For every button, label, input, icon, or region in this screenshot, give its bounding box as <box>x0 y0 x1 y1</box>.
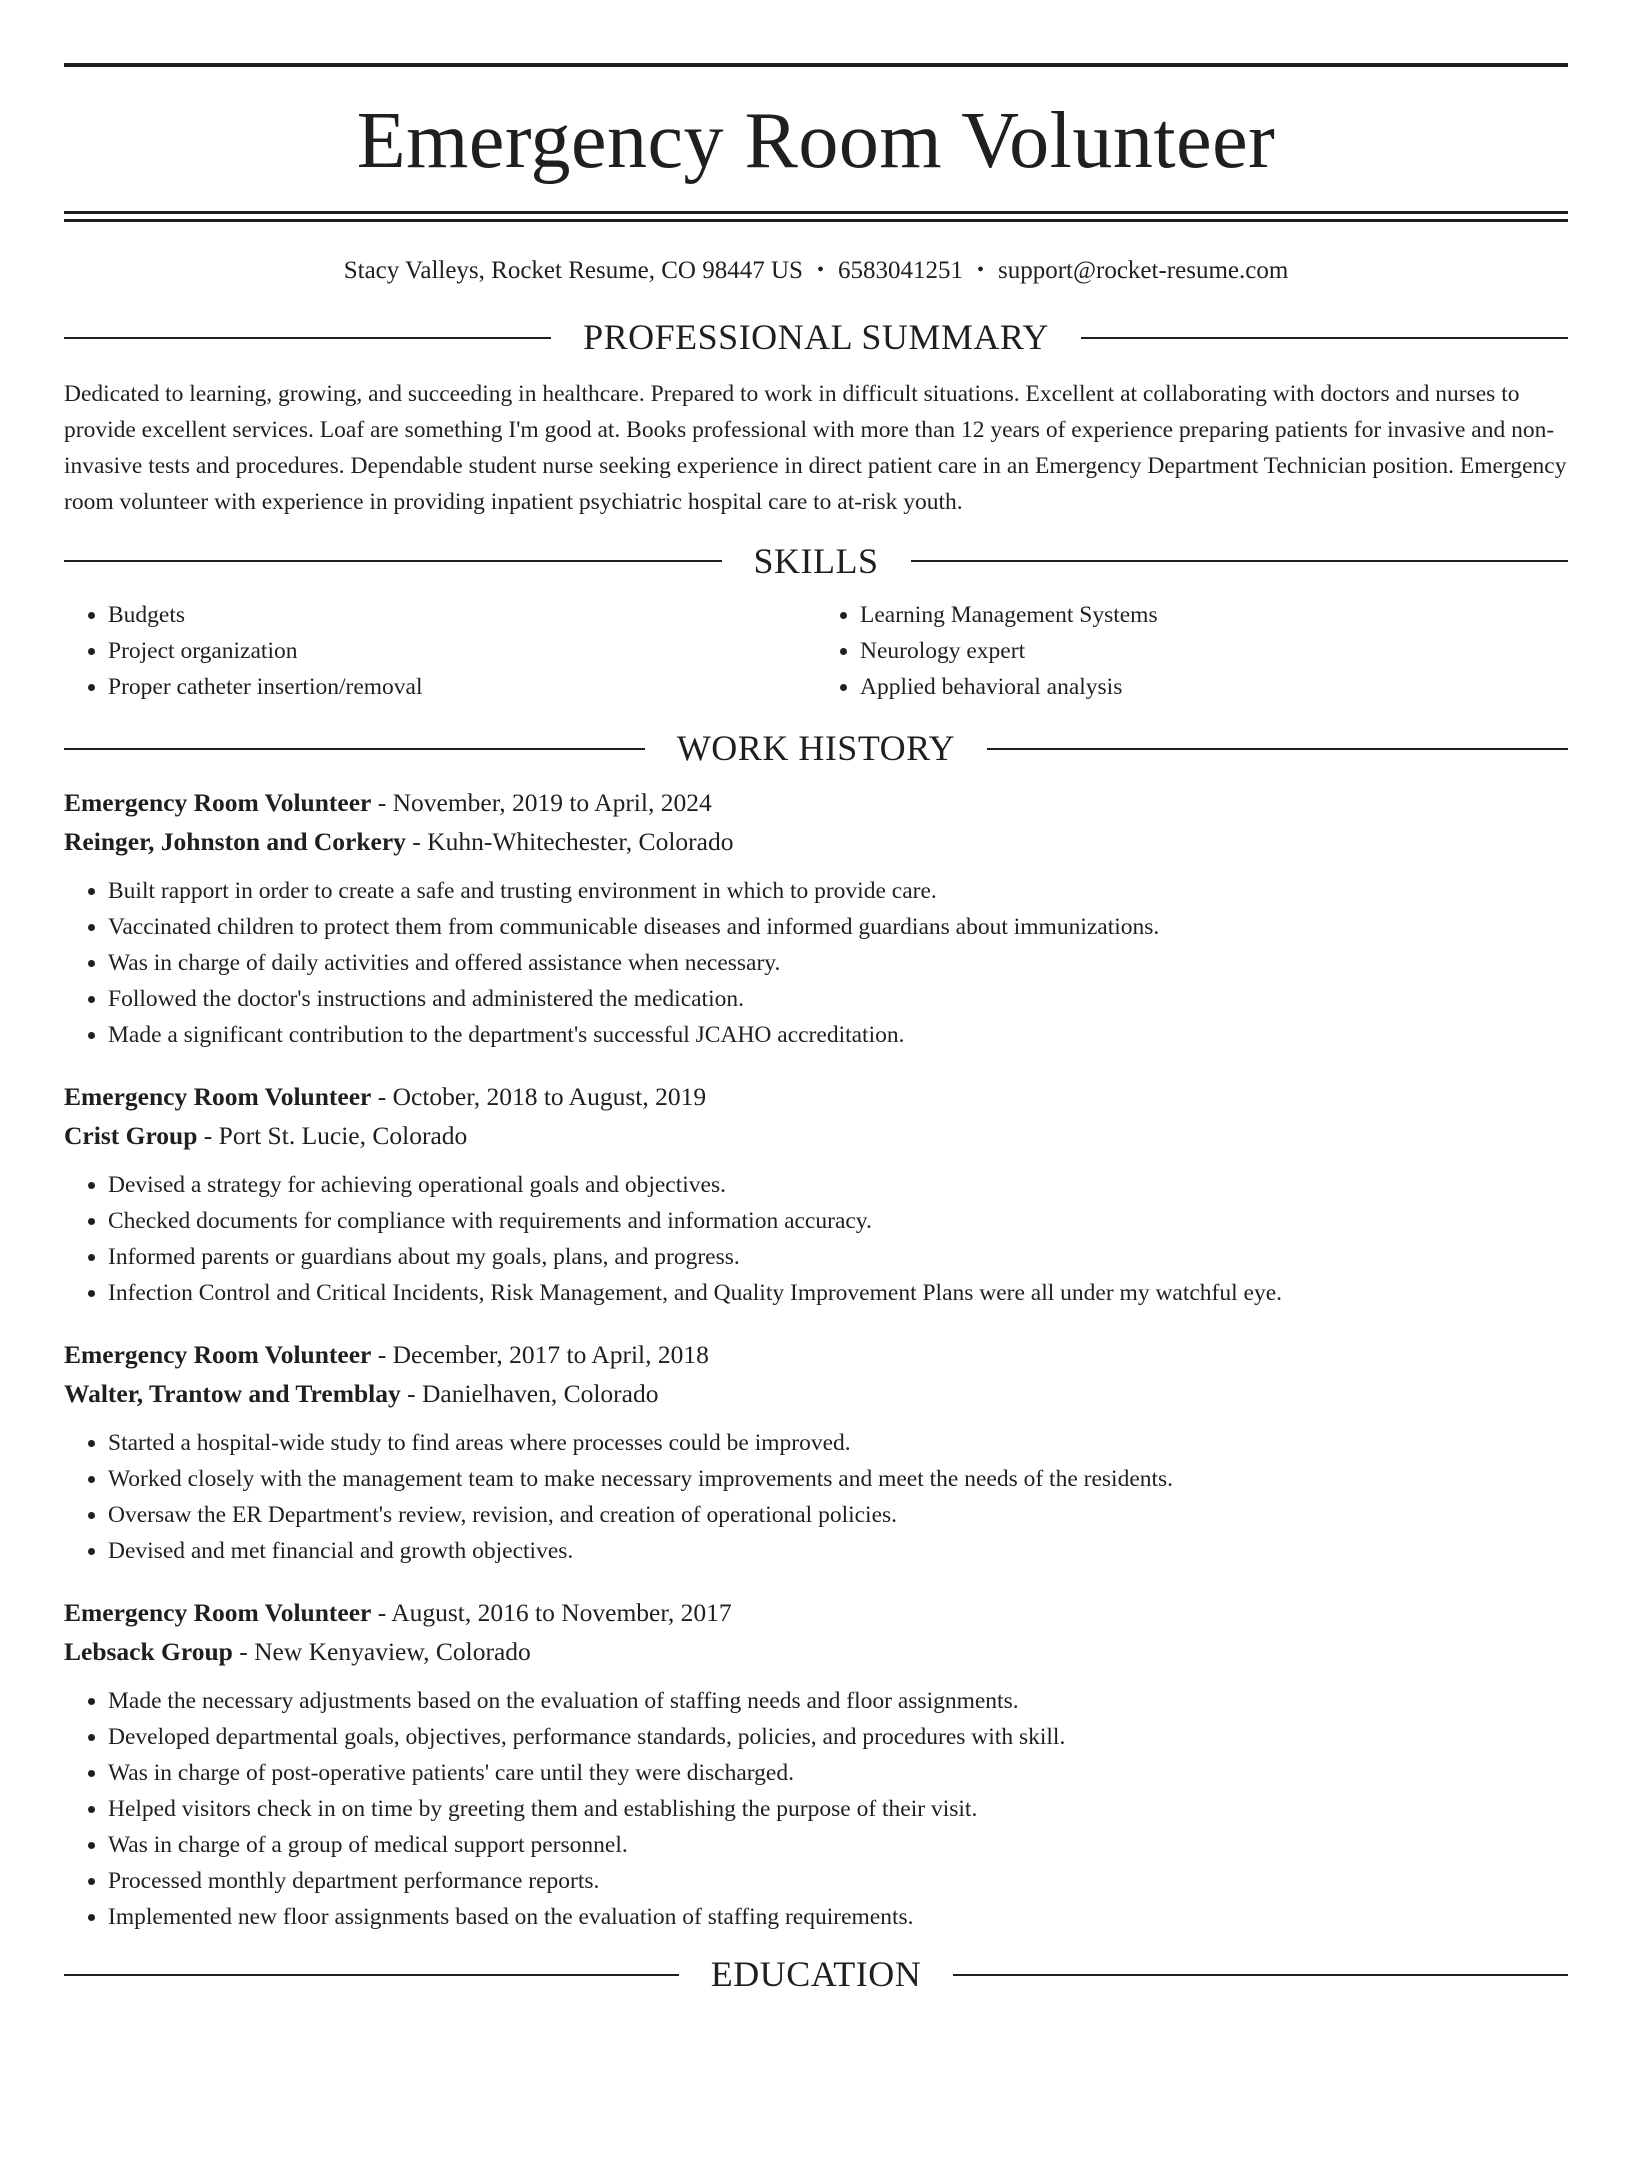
job-bullet: • Informed parents or guardians about my goals, plans, and progress. <box>108 1239 1568 1275</box>
job-title-line <box>64 1593 1568 1632</box>
job-title-line <box>64 1077 1568 1116</box>
job-title: Emergency Room Volunteer <box>64 1597 372 1627</box>
job-bullet: • Helped visitors check in on time by greeting them and establishing the purpose of their visit. <box>108 1791 1568 1827</box>
job-bullet: • Processed monthly department performance reports. <box>108 1863 1568 1899</box>
job-location: - Port St. Lucie, Colorado <box>197 1120 468 1150</box>
job-dates: - October, 2018 to August, 2019 <box>371 1081 707 1111</box>
section-title: SKILLS <box>753 540 879 581</box>
job-bullet: • Infection Control and Critical Incidents, Risk Management, and Quality Improvement Plans were all under my watchful eye. <box>108 1275 1568 1311</box>
job-entry <box>64 1077 1568 1311</box>
resume-page <box>0 63 1632 2175</box>
job-dates: - November, 2019 to April, 2024 <box>371 787 712 817</box>
job-entry <box>64 1335 1568 1569</box>
job-location: - New Kenyaview, Colorado <box>232 1636 531 1666</box>
section-header-summary <box>64 318 1568 358</box>
contact-phone: 6583041251 <box>837 257 963 284</box>
contact-separator: • <box>816 259 824 281</box>
job-bullet: • Worked closely with the management team to make necessary improvements and meet the needs of the residents. <box>108 1461 1568 1497</box>
skills-column-right <box>816 597 1568 705</box>
skills-list <box>64 597 1568 705</box>
job-bullet: • Started a hospital-wide study to find areas where processes could be improved. <box>108 1425 1568 1461</box>
job-bullets <box>64 1683 1568 1935</box>
job-company: Crist Group <box>64 1120 198 1150</box>
skill-item: • Proper catheter insertion/removal <box>108 669 816 705</box>
section-title: EDUCATION <box>710 1953 922 1994</box>
skill-item: • Learning Management Systems <box>860 597 1568 633</box>
section-header-skills <box>64 542 1568 582</box>
work-history-list <box>64 783 1568 1935</box>
job-bullet: • Oversaw the ER Department's review, revision, and creation of operational policies. <box>108 1497 1568 1533</box>
section-title: PROFESSIONAL SUMMARY <box>583 317 1049 357</box>
section-rule <box>64 1974 679 1976</box>
summary-text: Dedicated to learning, growing, and succeeding in healthcare. Prepared to work in difficult situations. Excellent at collaborating with doctors and nurses to provide excellent services. Loaf are something I'm good at. Books professional with more than 12 years of experience preparing patients for invasive and non-invasive tests and procedures. Dependable student nurse seeking experience in direct patient care in an Emergency Department Technician position. Emergency room volunteer with experience in providing inpatient psychiatric hospital care to at-risk youth. <box>64 380 1567 515</box>
job-title-line <box>64 783 1568 822</box>
job-bullet: • Devised a strategy for achieving operational goals and objectives. <box>108 1167 1568 1203</box>
section-rule <box>64 337 551 339</box>
job-bullets <box>64 1425 1568 1569</box>
section-rule <box>1081 337 1568 339</box>
job-location: - Kuhn-Whitechester, Colorado <box>405 826 734 856</box>
job-bullets <box>64 873 1568 1053</box>
skill-item: • Budgets <box>108 597 816 633</box>
job-company: Reinger, Johnston and Corkery <box>64 826 406 856</box>
job-dates: - August, 2016 to November, 2017 <box>371 1597 732 1627</box>
section-rule <box>987 748 1568 750</box>
skill-item: • Neurology expert <box>860 633 1568 669</box>
contact-line <box>64 256 1568 286</box>
job-bullet: • Devised and met financial and growth objectives. <box>108 1533 1568 1569</box>
job-company: Walter, Trantow and Tremblay <box>64 1378 401 1408</box>
job-entry <box>64 1593 1568 1935</box>
section-rule <box>64 560 722 562</box>
section-title: WORK HISTORY <box>676 728 956 769</box>
job-entry <box>64 783 1568 1053</box>
contact-email: support@rocket-resume.com <box>997 257 1289 284</box>
job-bullet: • Checked documents for compliance with requirements and information accuracy. <box>108 1203 1568 1239</box>
contact-address: Stacy Valleys, Rocket Resume, CO 98447 US <box>343 257 803 284</box>
job-bullet: • Was in charge of post-operative patients' care until they were discharged. <box>108 1755 1568 1791</box>
job-title: Emergency Room Volunteer <box>64 1081 372 1111</box>
job-location: - Danielhaven, Colorado <box>400 1378 659 1408</box>
section-rule <box>953 1974 1568 1976</box>
job-company-line <box>64 822 1568 861</box>
job-bullet: • Was in charge of daily activities and offered assistance when necessary. <box>108 945 1568 981</box>
job-company-line <box>64 1632 1568 1671</box>
resume-title: Emergency Room Volunteer <box>356 97 1276 185</box>
job-bullets <box>64 1167 1568 1311</box>
job-bullet: • Made a significant contribution to the department's successful JCAHO accreditation. <box>108 1017 1568 1053</box>
job-bullet: • Was in charge of a group of medical support personnel. <box>108 1827 1568 1863</box>
job-bullet: • Made the necessary adjustments based on the evaluation of staffing needs and floor assignments. <box>108 1683 1568 1719</box>
job-dates: - December, 2017 to April, 2018 <box>371 1339 709 1369</box>
job-title: Emergency Room Volunteer <box>64 787 372 817</box>
job-bullet: • Followed the doctor's instructions and administered the medication. <box>108 981 1568 1017</box>
job-bullet: • Built rapport in order to create a safe and trusting environment in which to provide care. <box>108 873 1568 909</box>
section-rule <box>911 560 1569 562</box>
section-header-education <box>64 1955 1568 1995</box>
skill-item: • Project organization <box>108 633 816 669</box>
top-rule <box>64 63 1568 67</box>
job-title-line <box>64 1335 1568 1374</box>
section-header-work-history <box>64 729 1568 769</box>
job-bullet: • Vaccinated children to protect them from communicable diseases and informed guardians about immunizations. <box>108 909 1568 945</box>
job-company-line <box>64 1116 1568 1155</box>
job-bullet: • Developed departmental goals, objectives, performance standards, policies, and procedures with skill. <box>108 1719 1568 1755</box>
contact-separator: • <box>976 259 984 281</box>
job-bullet: • Implemented new floor assignments based on the evaluation of staffing requirements. <box>108 1899 1568 1935</box>
job-company-line <box>64 1374 1568 1413</box>
section-rule <box>64 748 645 750</box>
skills-column-left <box>64 597 816 705</box>
job-title: Emergency Room Volunteer <box>64 1339 372 1369</box>
job-company: Lebsack Group <box>64 1636 233 1666</box>
skill-item: • Applied behavioral analysis <box>860 669 1568 705</box>
title-double-rule <box>64 211 1568 222</box>
